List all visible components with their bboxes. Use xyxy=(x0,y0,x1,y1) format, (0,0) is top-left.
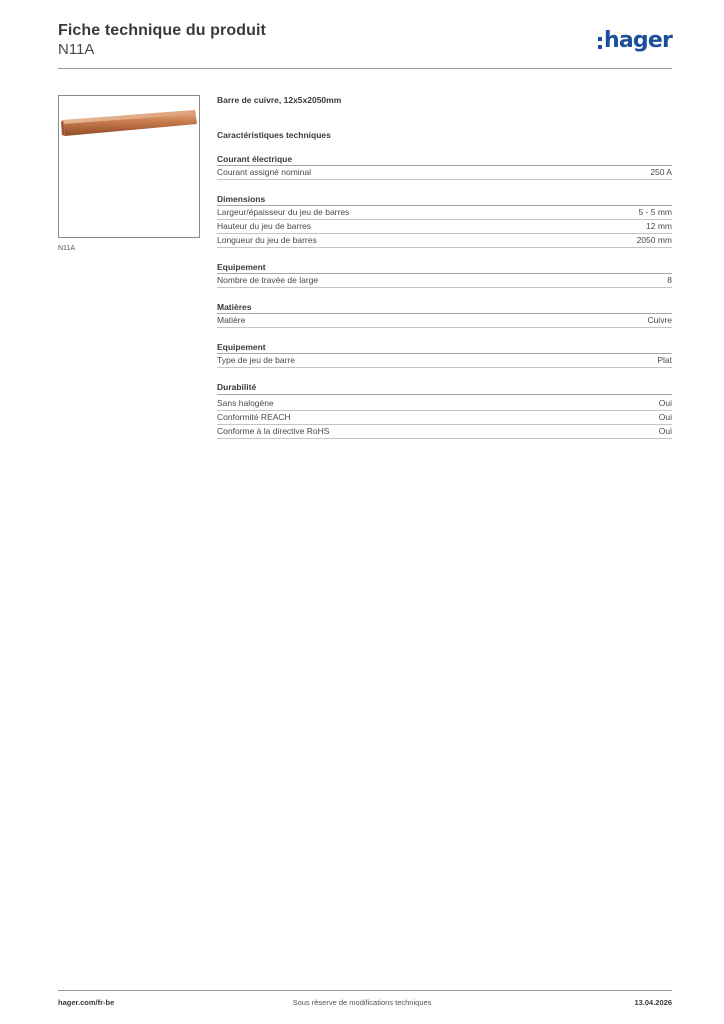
spec-label: Nombre de travée de large xyxy=(217,275,319,285)
spec-label: Sans halogène xyxy=(217,398,274,408)
spec-group-title: Dimensions xyxy=(217,193,672,206)
spec-value: 12 mm xyxy=(646,221,672,231)
spec-label: Matière xyxy=(217,315,246,325)
spec-row xyxy=(217,354,672,368)
spec-label: Courant assigné nominal xyxy=(217,167,312,177)
spec-value: Plat xyxy=(657,355,672,365)
spec-value: Oui xyxy=(658,398,672,408)
spec-value: 5 - 5 mm xyxy=(638,207,672,217)
spec-group-title: Durabilité xyxy=(217,381,672,395)
logo-dots xyxy=(598,37,602,49)
spec-value: 2050 mm xyxy=(636,235,672,245)
footer-disclaimer: Sous réserve de modifications techniques xyxy=(292,998,432,1007)
spec-group-title: Equipement xyxy=(217,261,672,274)
hager-logo-icon xyxy=(598,28,672,54)
spec-group-title: Matières xyxy=(217,301,672,314)
spec-label: Conformité REACH xyxy=(217,412,291,422)
page-header xyxy=(58,20,672,68)
specs-section-title: Caractéristiques techniques xyxy=(217,130,331,140)
spec-group-durability xyxy=(217,381,672,439)
spec-group-title: Equipement xyxy=(217,341,672,354)
spec-label: Largeur/épaisseur du jeu de barres xyxy=(217,207,350,217)
spec-group-electrical xyxy=(217,153,672,180)
spec-group-title: Courant électrique xyxy=(217,153,672,166)
product-reference: N11A xyxy=(58,41,95,58)
spec-row xyxy=(217,206,672,220)
spec-group-equipment xyxy=(217,261,672,288)
spec-row xyxy=(217,220,672,234)
header-divider xyxy=(58,68,672,69)
spec-row xyxy=(217,425,672,439)
product-image-frame xyxy=(58,95,200,238)
spec-row xyxy=(217,397,672,411)
spec-value: 8 xyxy=(667,275,672,285)
spec-group-dimensions xyxy=(217,193,672,248)
brand-name: hager xyxy=(603,28,672,53)
spec-label: Hauteur du jeu de barres xyxy=(217,221,312,231)
footer-date: 13.04.2026 xyxy=(634,998,672,1007)
footer-website-link[interactable]: hager.com/fr-be xyxy=(58,998,115,1007)
product-name: Barre de cuivre, 12x5x2050mm xyxy=(217,95,342,105)
spec-label: Longueur du jeu de barres xyxy=(217,235,317,245)
image-caption: N11A xyxy=(58,245,75,252)
spec-label: Type de jeu de barre xyxy=(217,355,295,365)
spec-row xyxy=(217,411,672,425)
spec-group-materials xyxy=(217,301,672,328)
spec-group-equipment-type xyxy=(217,341,672,368)
spec-row xyxy=(217,314,672,328)
copper-busbar-image-icon xyxy=(59,96,199,237)
document-title: Fiche technique du produit xyxy=(58,22,266,39)
spec-row xyxy=(217,274,672,288)
spec-value: Cuivre xyxy=(647,315,672,325)
specifications xyxy=(217,95,672,439)
spec-row xyxy=(217,234,672,248)
spec-value: Oui xyxy=(658,426,672,436)
spec-value: 250 A xyxy=(650,167,672,177)
spec-label: Conforme à la directive RoHS xyxy=(217,426,330,436)
spec-value: Oui xyxy=(658,412,672,422)
spec-row xyxy=(217,166,672,180)
footer-divider xyxy=(58,990,672,991)
